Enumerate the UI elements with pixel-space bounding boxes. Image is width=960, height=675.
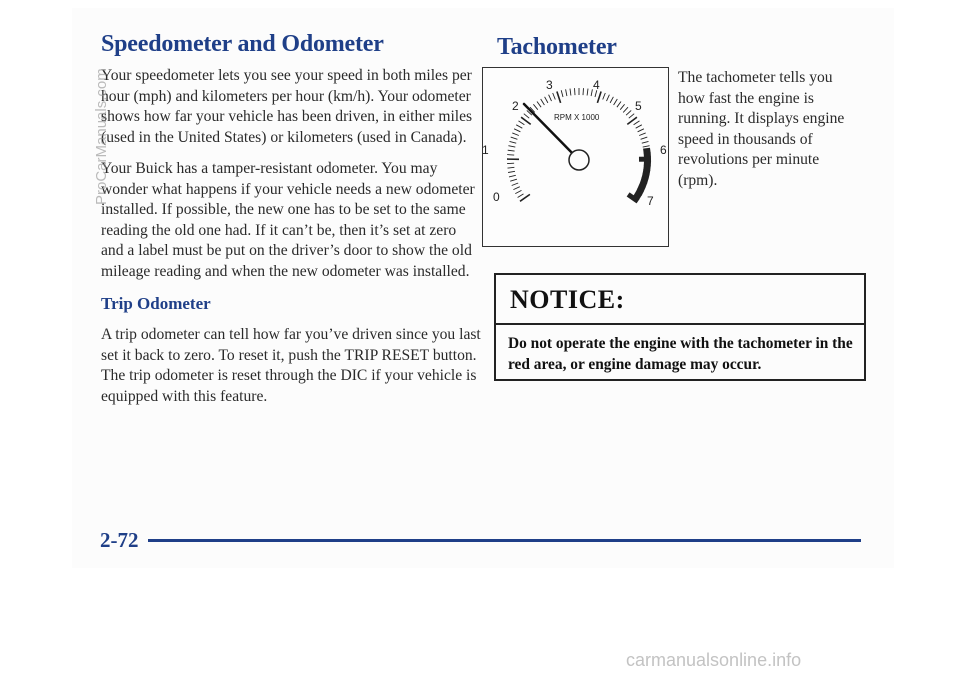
gauge-tick (553, 93, 556, 100)
gauge-number-4: 4 (593, 78, 600, 92)
gauge-tick (507, 155, 514, 156)
gauge-tick (519, 121, 525, 125)
gauge-tick (570, 89, 571, 96)
gauge-tick (617, 102, 621, 108)
gauge-number-2: 2 (512, 99, 519, 113)
gauge-tick (508, 146, 515, 147)
gauge-tick (644, 155, 651, 156)
gauge-tick (636, 125, 642, 128)
trip-odometer-paragraph: A trip odometer can tell how far you’ve driven since you last set it back to zero. To reset it, push the TRIP RESET button. The trip odometer is reset through the DIC if your vehicle is equipped with this feature. (101, 326, 481, 405)
gauge-tick (643, 146, 650, 147)
gauge-label: RPM X 1000 (554, 113, 600, 122)
gauge-tick (643, 171, 650, 172)
gauge-tick (644, 167, 651, 168)
gauge-tick (557, 92, 561, 103)
gauge-tick (583, 88, 584, 95)
gauge-tick (541, 99, 545, 105)
gauge-number-5: 5 (635, 99, 642, 113)
speedometer-heading: Speedometer and Odometer (101, 31, 384, 57)
gauge-tick (515, 190, 521, 193)
gauge-tick (514, 129, 520, 132)
gauge-tick (512, 133, 519, 136)
gauge-number-1: 1 (482, 143, 489, 157)
site-watermark: carmanualsonline.info (626, 650, 802, 670)
gauge-tick (533, 104, 537, 109)
gauge-tick (510, 179, 517, 181)
gauge-tick (549, 95, 552, 101)
gauge-tick (597, 92, 601, 103)
gauge-number-6: 6 (660, 143, 667, 157)
tachometer-heading: Tachometer (497, 34, 617, 60)
gauge-tick (524, 114, 529, 119)
gauge-tick (638, 129, 644, 132)
gauge-tick (508, 150, 515, 151)
gauge-tick (634, 121, 640, 125)
gauge-number-0: 0 (493, 190, 500, 204)
gauge-tick (587, 89, 588, 96)
gauge-tick (561, 90, 563, 97)
gauge-tick (642, 175, 649, 177)
gauge-number-3: 3 (546, 78, 553, 92)
gauge-tick (620, 104, 624, 109)
tachometer-description: The tachometer tells you how fast the engine is running. It displays engine speed in thousands of revolutions per minute (rpm). (678, 69, 845, 189)
gauge-tick (508, 171, 515, 172)
gauge-tick (643, 150, 650, 151)
gauge-tick (512, 183, 519, 186)
tachometer-illustration (482, 67, 669, 247)
gauge-tick (537, 102, 541, 108)
gauge-tick (639, 133, 646, 136)
trip-odometer-heading: Trip Odometer (101, 294, 211, 313)
gauge-tick (614, 99, 618, 105)
gauge-tick (510, 141, 517, 143)
gauge-tick (641, 137, 648, 139)
gauge-tick (545, 97, 548, 103)
gauge-tick (518, 194, 524, 198)
gauge-number-7: 7 (647, 194, 654, 208)
speedometer-paragraph: Your speedometer lets you see your speed in both miles per hour (mph) and kilometers per hour (km/h). Your odometer shows how far your vehicle has been driven, in either miles (used in the United States) or kilometers (used in Canada). (101, 67, 473, 146)
watermark: ProCarManuals.com (93, 68, 110, 205)
gauge-tick (511, 137, 518, 139)
gauge-tick (513, 187, 519, 190)
gauge-tick (623, 107, 628, 112)
odometer-paragraph: Your Buick has a tamper-resistant odometer. You may wonder what happens if your vehicle needs a new odometer installed. If possible, the new one has to be set to the same reading the old one had. If it can’t be, then it’s set at zero and a label must be put on the driver’s door to show the old mileage reading and when the new odometer was installed. (101, 160, 475, 280)
gauge-tick (566, 89, 567, 96)
gauge-tick (508, 167, 515, 168)
gauge-tick (610, 97, 613, 103)
gauge-tick (509, 175, 516, 177)
gauge-tick (607, 95, 610, 101)
gauge-hub (569, 150, 589, 170)
gauge-tick (575, 88, 576, 95)
gauge-tick (603, 93, 606, 100)
notice-box (494, 273, 866, 381)
gauge-tick (626, 110, 631, 115)
gauge-tick (641, 179, 648, 181)
footer-rule (148, 539, 861, 542)
tachometer-gauge (483, 68, 668, 246)
gauge-tick (642, 141, 649, 143)
gauge-ticks (507, 88, 651, 201)
gauge-tick (629, 114, 634, 119)
notice-title: NOTICE: (496, 275, 864, 325)
page-number: 2-72 (100, 528, 139, 552)
notice-body: Do not operate the engine with the tachometer in the red area, or engine damage may occur. (508, 335, 853, 373)
gauge-tick (516, 125, 522, 128)
